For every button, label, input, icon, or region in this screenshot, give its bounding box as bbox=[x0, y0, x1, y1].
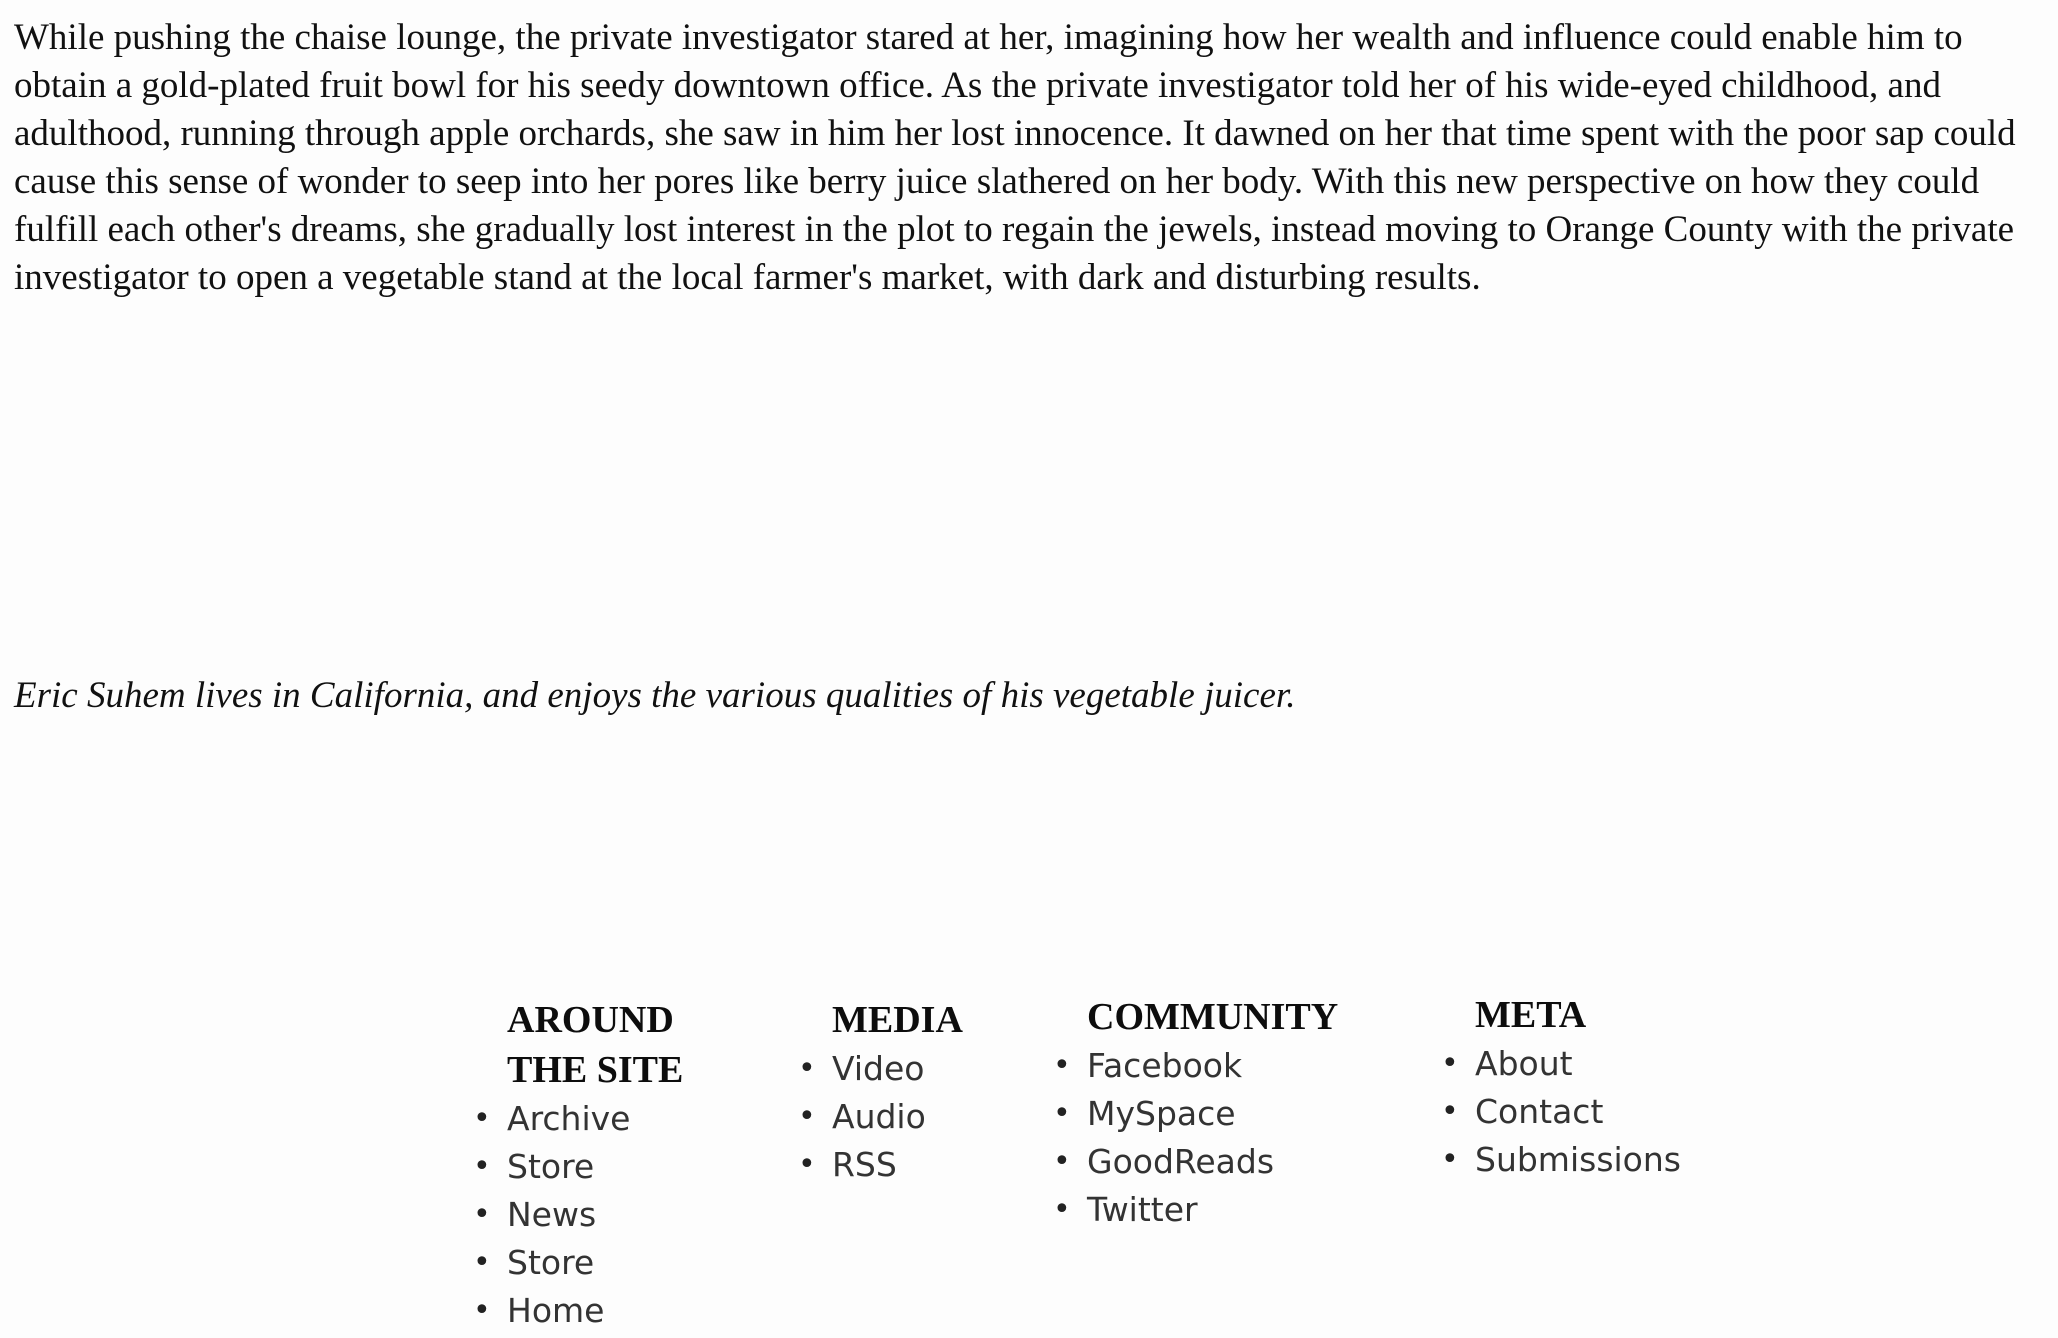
footer-column-around-the-site bbox=[473, 995, 684, 1335]
footer-link-home[interactable]: Home bbox=[507, 1291, 605, 1330]
footer-column-community bbox=[1053, 992, 1339, 1234]
bullet-icon: • bbox=[1053, 1144, 1071, 1179]
footer-heading-around-the-site: AROUND THE SITE bbox=[507, 999, 684, 1091]
footer-heading-community: COMMUNITY bbox=[1087, 996, 1339, 1038]
bullet-icon: • bbox=[473, 1149, 491, 1184]
footer-item-goodreads bbox=[1053, 1138, 1338, 1186]
footer-heading-meta: META bbox=[1475, 994, 1587, 1036]
footer-list-media bbox=[798, 1045, 963, 1189]
footer-link-goodreads[interactable]: GoodReads bbox=[1087, 1142, 1275, 1181]
bullet-icon: • bbox=[798, 1147, 816, 1182]
footer-column-media bbox=[798, 995, 963, 1189]
footer-link-submissions[interactable]: Submissions bbox=[1475, 1140, 1681, 1179]
footer-list-community bbox=[1053, 1042, 1338, 1234]
footer-link-store[interactable]: Store bbox=[507, 1147, 595, 1186]
footer-item-myspace bbox=[1053, 1090, 1338, 1138]
bullet-icon: • bbox=[798, 1051, 816, 1086]
footer-link-contact[interactable]: Contact bbox=[1475, 1092, 1604, 1131]
footer-link-myspace[interactable]: MySpace bbox=[1087, 1094, 1236, 1133]
footer-item-store bbox=[473, 1143, 683, 1191]
bullet-icon: • bbox=[798, 1099, 816, 1134]
footer-link-about[interactable]: About bbox=[1475, 1044, 1573, 1083]
bullet-icon: • bbox=[1441, 1046, 1459, 1081]
bullet-icon: • bbox=[473, 1197, 491, 1232]
footer-link-twitter[interactable]: Twitter bbox=[1087, 1190, 1198, 1229]
footer-link-archive[interactable]: Archive bbox=[507, 1099, 631, 1138]
footer-item-store-2 bbox=[473, 1239, 683, 1287]
footer-item-twitter bbox=[1053, 1186, 1338, 1234]
bullet-icon: • bbox=[1053, 1048, 1071, 1083]
footer-item-about bbox=[1441, 1040, 1681, 1088]
footer-item-submissions bbox=[1441, 1136, 1681, 1184]
bullet-icon: • bbox=[1441, 1142, 1459, 1177]
story-paragraph: While pushing the chaise lounge, the private investigator stared at her, imagining how her wealth and influence could enable him to obtain a gold-plated fruit bowl for his seedy downtown office. As the private investigator told her of his wide-eyed childhood, and adulthood, running through apple orchards, she saw in him her lost innocence. It dawned on her that time spent with the poor sap could cause this sense of wonder to seep into her pores like berry juice slathered on her body. With this new perspective on how they could fulfill each other's dreams, she gradually lost interest in the plot to regain the jewels, instead moving to Orange County with the private investigator to open a vegetable stand at the local farmer's market, with dark and disturbing results. bbox=[14, 17, 2016, 298]
footer-link-store-2[interactable]: Store bbox=[507, 1243, 595, 1282]
footer-item-news bbox=[473, 1191, 683, 1239]
footer-item-audio bbox=[798, 1093, 963, 1141]
footer-link-audio[interactable]: Audio bbox=[832, 1097, 926, 1136]
footer-link-rss[interactable]: RSS bbox=[832, 1145, 897, 1184]
footer-item-rss bbox=[798, 1141, 963, 1189]
footer-item-facebook bbox=[1053, 1042, 1338, 1090]
footer-column-meta bbox=[1441, 990, 1681, 1184]
footer-item-video bbox=[798, 1045, 963, 1093]
bullet-icon: • bbox=[473, 1245, 491, 1280]
footer-link-facebook[interactable]: Facebook bbox=[1087, 1046, 1243, 1085]
bullet-icon: • bbox=[473, 1101, 491, 1136]
footer-link-video[interactable]: Video bbox=[832, 1049, 925, 1088]
footer-heading-media: MEDIA bbox=[832, 999, 963, 1041]
footer-item-home bbox=[473, 1287, 683, 1335]
footer-item-contact bbox=[1441, 1088, 1681, 1136]
bullet-icon: • bbox=[1053, 1096, 1071, 1131]
footer-link-news[interactable]: News bbox=[507, 1195, 597, 1234]
bullet-icon: • bbox=[1441, 1094, 1459, 1129]
footer-item-archive bbox=[473, 1095, 683, 1143]
footer-list-meta bbox=[1441, 1040, 1681, 1184]
bullet-icon: • bbox=[1053, 1192, 1071, 1227]
author-bio: Eric Suhem lives in California, and enjoys the various qualities of his vegetable juicer. bbox=[14, 675, 1296, 716]
bullet-icon: • bbox=[473, 1293, 491, 1328]
footer-list-around-the-site bbox=[473, 1095, 683, 1335]
